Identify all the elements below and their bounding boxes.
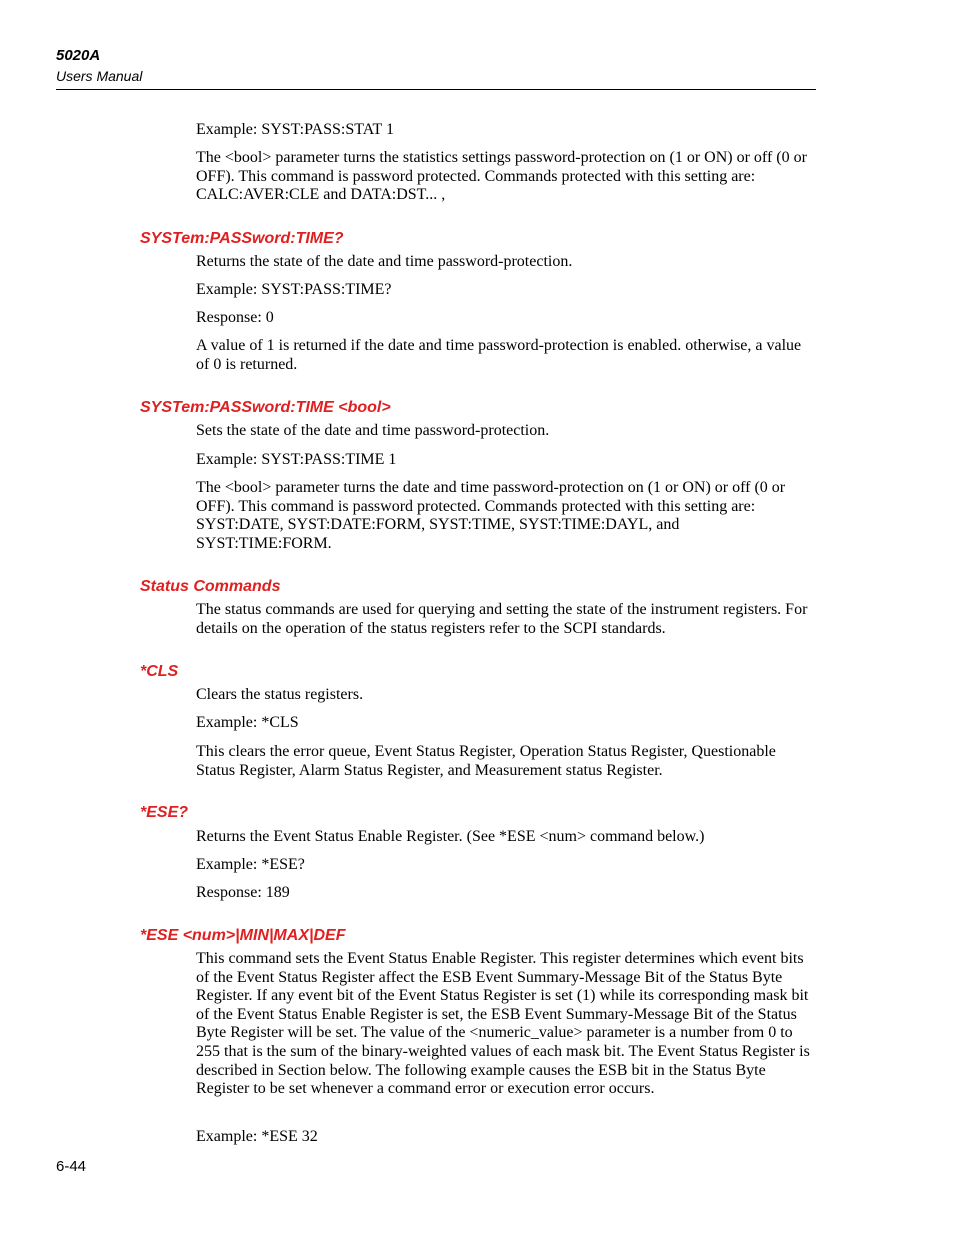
header-model: 5020A (56, 47, 101, 64)
example-cls: Example: *CLS (196, 714, 299, 731)
paragraph-stat-bool: The <bool> parameter turns the statistics settings password-protection on (1 or ON) or off (0 or OFF). This command is password protected. Commands protected with this setting are: CALC:AVER:CLE and DATA:DST... , (196, 149, 807, 204)
example-syst-pass-stat: Example: SYST:PASS:STAT 1 (196, 121, 394, 138)
paragraph-time-value: A value of 1 is returned if the date and time password-protection is enabled. otherwise, a value of 0 is returned. (196, 337, 802, 373)
heading-ese-query: *ESE? (140, 804, 189, 821)
example-syst-pass-time: Example: SYST:PASS:TIME 1 (196, 451, 397, 468)
example-syst-pass-time-query: Example: SYST:PASS:TIME? (196, 281, 392, 298)
paragraph-cls-clears: Clears the status registers. (196, 686, 364, 703)
paragraph-status-intro: The status commands are used for querying and setting the state of the instrument registers. For details on the operation of the status registers refer to the SCPI standards. (196, 601, 808, 637)
heading-syst-pass-time-bool: SYSTem:PASSword:TIME <bool> (140, 399, 391, 416)
heading-ese-num: *ESE <num>|MIN|MAX|DEF (140, 927, 346, 944)
heading-syst-pass-time-query: SYSTem:PASSword:TIME? (140, 230, 344, 247)
response-ese: Response: 189 (196, 884, 290, 901)
paragraph-cls-detail: This clears the error queue, Event Status Register, Operation Status Register, Questionable Status Register, Alarm Status Register, and Measurement status Register. (196, 743, 776, 779)
paragraph-ese-returns: Returns the Event Status Enable Register. (See *ESE <num> command below.) (196, 828, 705, 845)
page-header (56, 47, 816, 85)
paragraph-time-returns: Returns the state of the date and time password-protection. (196, 253, 573, 270)
paragraph-ese-sets: This command sets the Event Status Enable Register. This register determines which event bits of the Event Status Register affect the ESB Event Summary-Message Bit of the Status Byte Register. If any event bit of the Event Status Register is set (1) while its corresponding mask bit of the Event Status Enable Register is set, the ESB Event Summary-Message Bit of the Status Byte Register will be set. The value of the <numeric_value> parameter is a number from 0 to 255 that is the sum of the binary-weighted values of each mask bit. The Event Status Register is described in Section below. The following example causes the ESB bit in the Status Byte Register to be set whenever a command error or execution error occurs. (196, 950, 810, 1098)
example-ese-32: Example: *ESE 32 (196, 1128, 318, 1145)
header-rule (56, 89, 816, 90)
page-number: 6-44 (56, 1158, 87, 1175)
heading-status-commands: Status Commands (140, 578, 281, 595)
example-ese-query: Example: *ESE? (196, 856, 305, 873)
header-subtitle: Users Manual (56, 68, 143, 84)
paragraph-time-sets: Sets the state of the date and time password-protection. (196, 422, 550, 439)
response-value: Response: 0 (196, 309, 274, 326)
heading-cls: *CLS (140, 663, 179, 680)
paragraph-time-bool: The <bool> parameter turns the date and time password-protection on (1 or ON) or off (0 or OFF). This command is password protected. Commands protected with this setting are: SYST:DATE, SYST:DATE:FORM, SYST:TIME, SYST:TIME:DAYL, and SYST:TIME:FORM. (196, 479, 786, 552)
